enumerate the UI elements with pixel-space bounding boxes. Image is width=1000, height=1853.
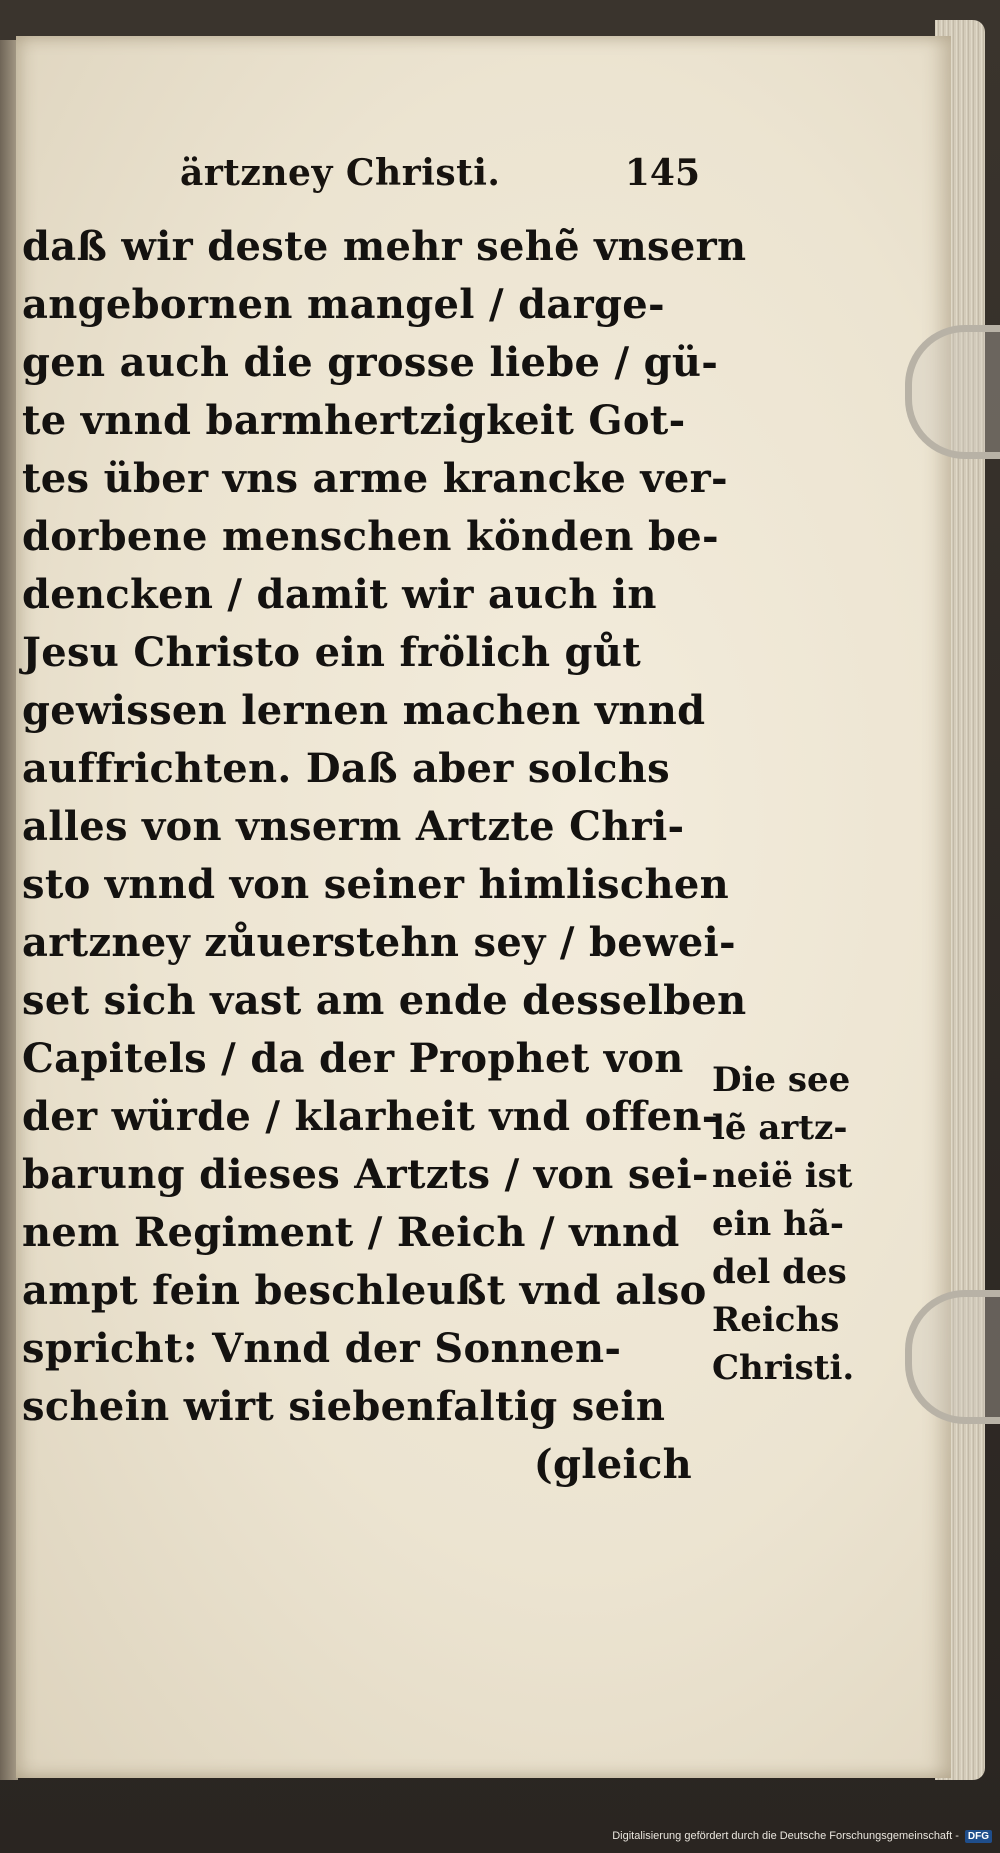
text-line: set sich vast am ende desselben [22, 977, 747, 1024]
dfg-logo: DFG [965, 1830, 992, 1843]
marginal-line: Die see [712, 1060, 851, 1100]
text-line: alles von vnserm Artzte Chri- [22, 803, 685, 850]
text-line: angebornen mangel / darge- [22, 281, 665, 328]
text-line: Jesu Christo ein frölich gůt [22, 629, 641, 676]
text-line: gen auch die grosse liebe / gü- [22, 339, 719, 386]
text-line: der würde / klarheit vnd offen- [22, 1093, 719, 1140]
text-line: spricht: Vnnd der Sonnen- [22, 1325, 622, 1372]
text-line: sto vnnd von seiner himlischen [22, 861, 730, 908]
page-clip-bottom [905, 1290, 1000, 1424]
text-line: dencken / damit wir auch in [22, 571, 657, 618]
text-line: auffrichten. Daß aber solchs [22, 745, 670, 792]
body-text [22, 218, 747, 1494]
text-line: daß wir deste mehr sehẽ vnsern [22, 223, 747, 270]
marginal-line: lẽ artz- [712, 1108, 848, 1148]
credit-text: Digitalisierung gefördert durch die Deutsche Forschungsgemeinschaft - [612, 1830, 959, 1842]
text-line: gewissen lernen machen vnnd [22, 687, 706, 734]
text-line: ampt fein beschleußt vnd also [22, 1267, 707, 1314]
text-line: tes über vns arme krancke ver- [22, 455, 728, 502]
text-line: schein wirt siebenfaltig sein [22, 1383, 666, 1430]
marginal-line: ein hã- [712, 1204, 844, 1244]
text-line: artzney zůuerstehn sey / bewei- [22, 919, 736, 966]
digitization-credit [612, 1825, 992, 1847]
page-number: 145 [624, 152, 700, 194]
marginal-line: Reichs [712, 1300, 840, 1340]
text-line: te vnnd barmhertzigkeit Got- [22, 397, 686, 444]
marginal-line: Christi. [712, 1348, 855, 1388]
marginal-line: del des [712, 1252, 847, 1292]
text-line: Capitels / da der Prophet von [22, 1035, 684, 1082]
catchword: (gleich [533, 1441, 692, 1488]
text-line: barung dieses Artzts / von sei- [22, 1151, 709, 1198]
page-clip-top [905, 325, 1000, 459]
marginal-note [712, 1056, 872, 1392]
text-line: nem Regiment / Reich / vnnd [22, 1209, 680, 1256]
running-title: ärtzney Christi. [180, 152, 501, 194]
marginal-line: neië ist [712, 1156, 853, 1196]
text-line: dorbene menschen könden be- [22, 513, 719, 560]
running-head [180, 152, 700, 200]
